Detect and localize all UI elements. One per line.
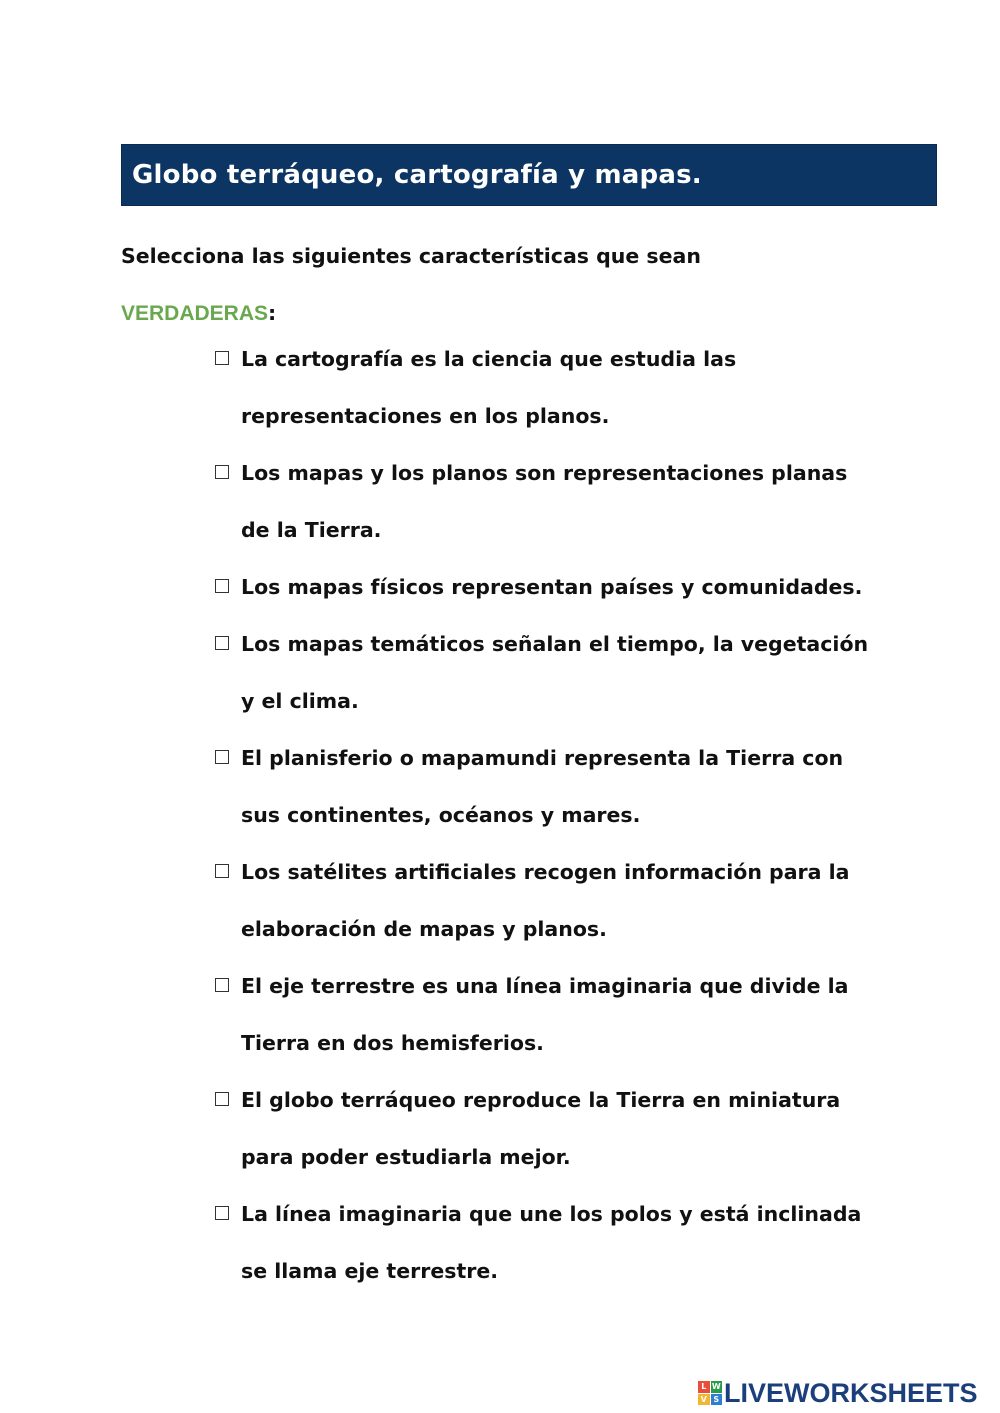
option-item-2 bbox=[214, 445, 954, 559]
checkbox-8[interactable] bbox=[215, 1092, 229, 1106]
option-item-3 bbox=[214, 559, 954, 616]
logo-mark-tile: V bbox=[698, 1394, 710, 1406]
option-item-1 bbox=[214, 331, 954, 445]
option-text-line1: El globo terráqueo reproduce la Tierra en miniatura bbox=[241, 1088, 841, 1112]
logo-mark-icon bbox=[698, 1381, 722, 1405]
checkbox-5[interactable] bbox=[215, 750, 229, 764]
checkbox-6[interactable] bbox=[215, 864, 229, 878]
checkbox-1[interactable] bbox=[215, 351, 229, 365]
checkbox-3[interactable] bbox=[215, 579, 229, 593]
logo-mark-tile: S bbox=[711, 1394, 723, 1406]
logo-mark-tile: L bbox=[698, 1381, 710, 1393]
option-text-line2: de la Tierra. bbox=[241, 518, 382, 542]
instruction bbox=[121, 228, 941, 342]
option-text-line1: Los mapas temáticos señalan el tiempo, la vegetación bbox=[241, 632, 869, 656]
option-text-line1: Los satélites artificiales recogen información para la bbox=[241, 860, 850, 884]
instruction-highlight: VERDADERAS bbox=[121, 302, 269, 325]
option-text-line2: sus continentes, océanos y mares. bbox=[241, 803, 641, 827]
option-text-line1: El eje terrestre es una línea imaginaria que divide la bbox=[241, 974, 849, 998]
options-list bbox=[214, 331, 954, 1300]
instruction-text: Selecciona las siguientes características que sean bbox=[121, 244, 701, 268]
option-text-line1: Los mapas y los planos son representaciones planas bbox=[241, 461, 848, 485]
option-text-line2: y el clima. bbox=[241, 689, 359, 713]
checkbox-7[interactable] bbox=[215, 978, 229, 992]
option-text-line1: La línea imaginaria que une los polos y está inclinada bbox=[241, 1202, 862, 1226]
option-item-7 bbox=[214, 958, 954, 1072]
checkbox-2[interactable] bbox=[215, 465, 229, 479]
checkbox-9[interactable] bbox=[215, 1206, 229, 1220]
logo-mark-tile: W bbox=[711, 1382, 721, 1391]
option-item-8 bbox=[214, 1072, 954, 1186]
option-text-line2: representaciones en los planos. bbox=[241, 404, 610, 428]
page-title: Globo terráqueo, cartografía y mapas. bbox=[132, 160, 702, 190]
option-item-6 bbox=[214, 844, 954, 958]
option-text-line2: para poder estudiarla mejor. bbox=[241, 1145, 571, 1169]
instruction-suffix: : bbox=[268, 301, 277, 325]
option-item-9 bbox=[214, 1186, 954, 1300]
option-text-line1: La cartografía es la ciencia que estudia las bbox=[241, 347, 737, 371]
title-banner bbox=[121, 144, 937, 206]
option-item-4 bbox=[214, 616, 954, 730]
option-text-line2: Tierra en dos hemisferios. bbox=[241, 1031, 544, 1055]
logo-text: LIVEWORKSHEETS bbox=[724, 1377, 978, 1408]
option-item-5 bbox=[214, 730, 954, 844]
option-text-line2: se llama eje terrestre. bbox=[241, 1259, 499, 1283]
liveworksheets-logo bbox=[698, 1378, 978, 1408]
option-text-line1: Los mapas físicos representan países y comunidades. bbox=[241, 575, 863, 599]
checkbox-4[interactable] bbox=[215, 636, 229, 650]
option-text-line1: El planisferio o mapamundi representa la Tierra con bbox=[241, 746, 844, 770]
option-text-line2: elaboración de mapas y planos. bbox=[241, 917, 607, 941]
